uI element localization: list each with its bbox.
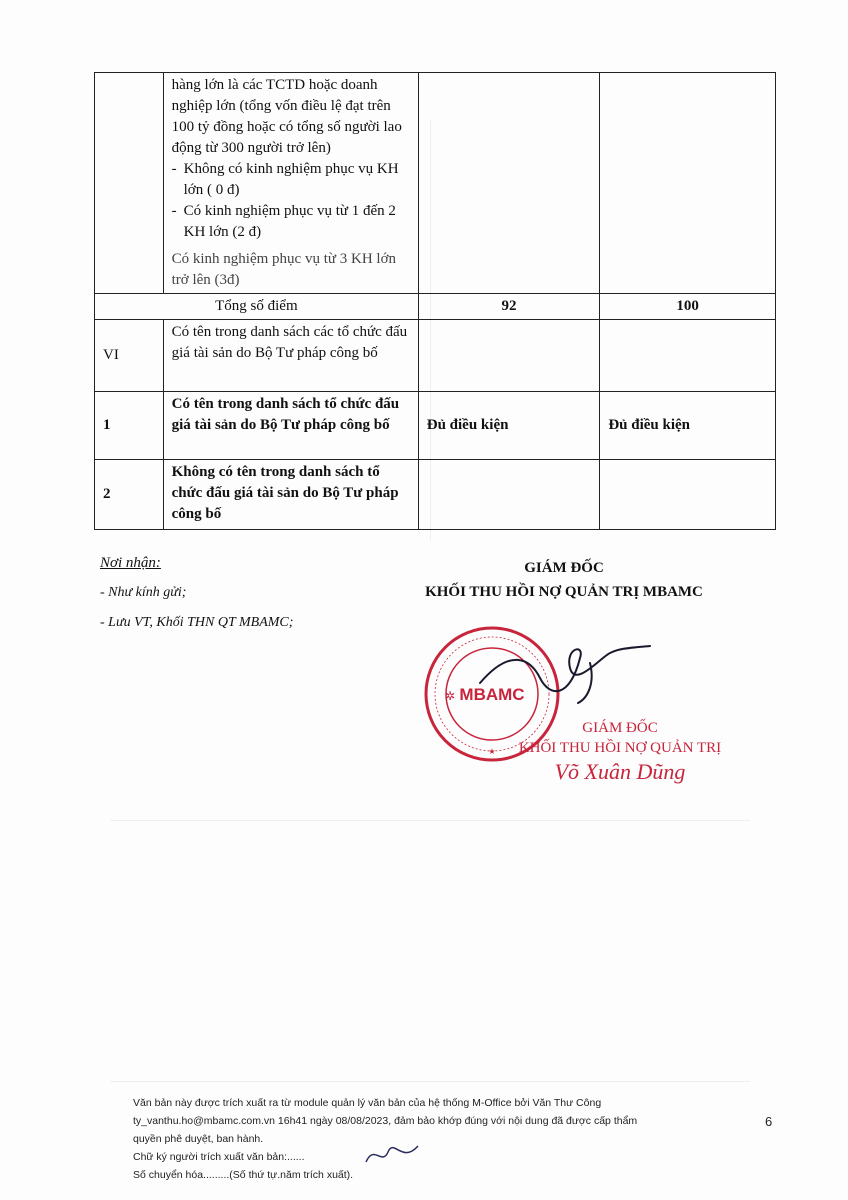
table-cell-max: [600, 73, 776, 294]
recipients-block: [100, 548, 293, 638]
section-vi-row: [95, 320, 776, 392]
svg-text:✲: ✲: [444, 689, 456, 703]
stamp-unit: KHỐI THU HỒI NỢ QUẢN TRỊ: [518, 740, 722, 756]
recipient-item: - Lưu VT, Khối THN QT MBAMC;: [100, 615, 294, 630]
footer-line: Chữ ký người trích xuất văn bản:......: [133, 1151, 305, 1163]
page-number: 6: [765, 1114, 773, 1129]
criteria-intro: hàng lớn là các TCTD hoặc doanh nghiệp lớn (tổng vốn điều lệ đạt trên 100 tỷ đồng hoặc có tổng số người lao động từ 300 người trở lên): [171, 77, 402, 156]
section-number: VI: [95, 320, 164, 392]
list-item: - Không có kinh nghiệm phục vụ KH lớn ( 0 đ): [172, 159, 410, 201]
stamped-signer-block: [500, 718, 740, 782]
show-through-texture: [110, 820, 750, 1082]
signer-name: Võ Xuân Dũng: [554, 759, 686, 784]
footer-line: Văn bản này được trích xuất ra từ module quản lý văn bản của hệ thống M-Office bởi Văn Thư Công: [133, 1097, 602, 1109]
table-cell-score: [418, 73, 600, 294]
recipients-heading: Nơi nhận:: [100, 555, 161, 571]
footer-line: Số chuyển hóa.........(Số thứ tự.năm trích xuất).: [133, 1169, 354, 1181]
total-label: Tổng số điểm: [95, 294, 419, 320]
total-row: [95, 294, 776, 320]
signature-heading: [388, 556, 740, 604]
seal-logo-text: MBAMC: [459, 685, 525, 704]
list-item: - Có kinh nghiệm phục vụ từ 1 đến 2 KH lớn (2 đ): [172, 201, 410, 243]
recipient-item: - Như kính gửi;: [100, 585, 187, 600]
table-cell-score: [418, 460, 600, 530]
table-cell-no: [95, 73, 164, 294]
footer-line: ty_vanthu.ho@mbamc.com.vn 16h41 ngày 08/08/2023, đảm bảo khớp đúng với nội dung đã được cấp thẩm: [133, 1115, 638, 1127]
table-row: [95, 460, 776, 530]
extraction-footer: [133, 1094, 733, 1184]
stamp-title: GIÁM ĐỐC: [582, 720, 658, 736]
signer-title: GIÁM ĐỐC: [524, 560, 604, 576]
svg-text:★: ★: [488, 747, 496, 756]
table-cell-max: [600, 320, 776, 392]
row-text: Không có tên trong danh sách tổ chức đấu giá tài sản do Bộ Tư pháp công bố: [163, 460, 418, 530]
criteria-last: Có kinh nghiệm phục vụ từ 3 KH lớn trở lên (3đ): [171, 251, 397, 288]
row-result: Đủ điều kiện: [418, 392, 600, 460]
evaluation-table: [94, 72, 776, 530]
table-cell-score: [418, 320, 600, 392]
row-number: 1: [95, 392, 164, 460]
criteria-bullets: [172, 159, 410, 243]
table-row: [95, 392, 776, 460]
handwritten-signature-icon: [470, 628, 660, 708]
extractor-signature-icon: [362, 1140, 422, 1170]
table-cell-max: [600, 460, 776, 530]
section-title: Có tên trong danh sách các tổ chức đấu giá tài sản do Bộ Tư pháp công bố: [163, 320, 418, 392]
row-number: 2: [95, 460, 164, 530]
row-text: Có tên trong danh sách tổ chức đấu giá tài sản do Bộ Tư pháp công bố: [163, 392, 418, 460]
table-row: [95, 73, 776, 294]
footer-line: quyền phê duyệt, ban hành.: [133, 1133, 264, 1145]
experience-criteria-cell: [163, 73, 418, 294]
row-requirement: Đủ điều kiện: [600, 392, 776, 460]
total-max: 100: [600, 294, 776, 320]
total-score: 92: [418, 294, 600, 320]
signer-unit: KHỐI THU HỒI NỢ QUẢN TRỊ MBAMC: [425, 584, 703, 600]
